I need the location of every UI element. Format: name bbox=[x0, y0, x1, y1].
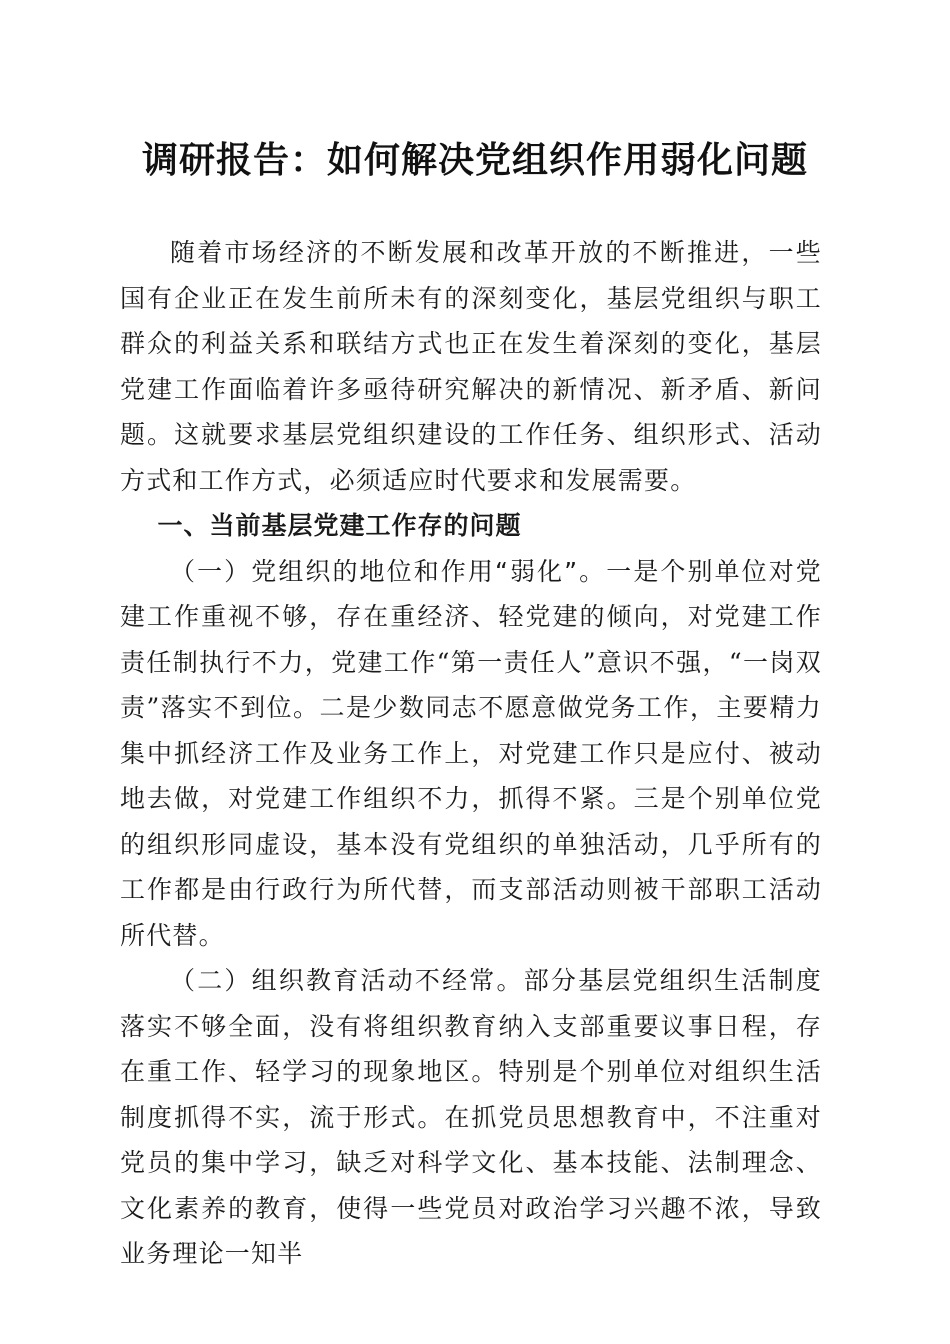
subsection-1-body: 一是个别单位对党建工作重视不够，存在重经济、轻党建的倾向，对党建工作责任制执行不力，党建工作“第一责任人”意识不强，“一岗双责”落实不到位。二是少数同志不愿意做党务工作，主要精力集中抓经济工作及业务工作上，对党建工作只是应付、被动地去做，对党建工作组织不力，抓得不紧。三是个别单位党的组织形同虚设，基本没有党组织的单独活动，几乎所有的工作都是由行政行为所代替，而支部活动则被干部职工活动所代替。 bbox=[120, 556, 822, 950]
document-title: 调研报告：如何解决党组织作用弱化问题 bbox=[141, 139, 808, 181]
intro-paragraph: 随着市场经济的不断发展和改革开放的不断推进，一些国有企业正在发生前所未有的深刻变化，基层党组织与职工群众的利益关系和联结方式也正在发生着深刻的变化，基层党建工作面临着许多亟待研究解决的新情况、新矛盾、新问题。这就要求基层党组织建设的工作任务、组织形式、活动方式和工作方式，必须适应时代要求和发展需要。 bbox=[120, 238, 822, 495]
section-1-heading: 一、当前基层党建工作存的问题 bbox=[157, 511, 522, 540]
subsection-1-title: （一）党组织的地位和作用“弱化”。 bbox=[170, 556, 607, 586]
subsection-2-title: （二）组织教育活动不经常。 bbox=[170, 966, 524, 995]
subsection-2-body: 部分基层党组织生活制度落实不够全面，没有将组织教育纳入支部重要议事日程，存在重工作、轻学习的现象地区。特别是个别单位对组织生活制度抓得不实，流于形式。在抓党员思想教育中，不注重对党员的集中学习，缺乏对科学文化、基本技能、法制理念、文化素养的教育，使得一些党员对政治学习兴趣不浓，导致业务理论一知半 bbox=[120, 966, 823, 1268]
subsection-2-paragraph bbox=[120, 958, 822, 1277]
document-body bbox=[120, 230, 822, 1277]
subsection-1-paragraph bbox=[120, 549, 822, 959]
